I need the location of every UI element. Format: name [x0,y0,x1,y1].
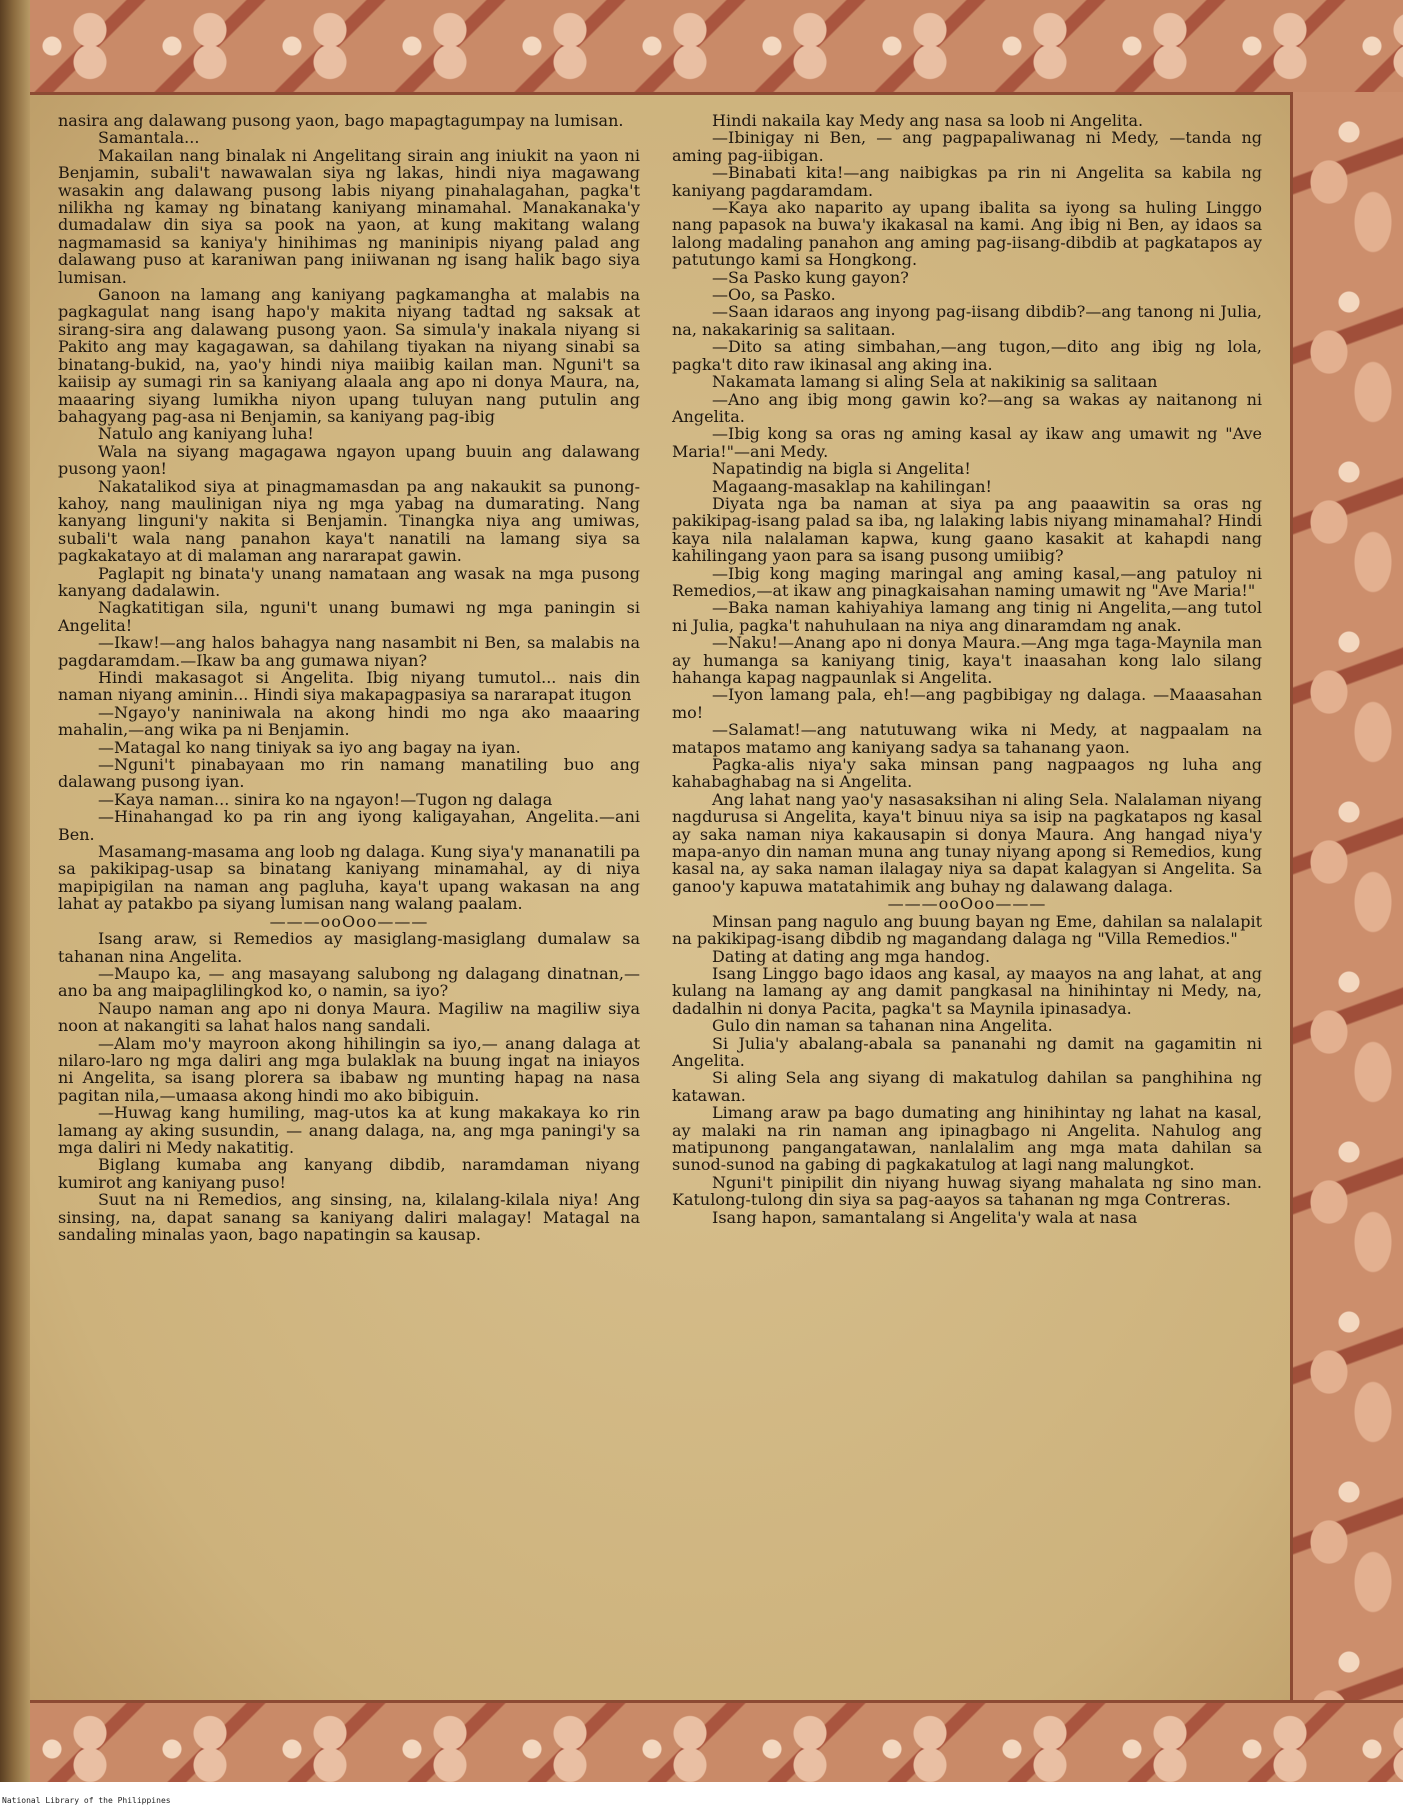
paragraph: Pagka-alis niya'y saka minsan pang nagpaagos ng luha ang kahabaghabag na si Angelita. [672,755,1262,792]
paragraph: Naupo naman ang apo ni donya Maura. Magiliw na magiliw siya noon at nakangiti sa lahat halos nang sandali. [58,998,640,1036]
paragraph: —Saan idaraos ang inyong pag-iisang dibdib?—ang tanong ni Julia, na, nakakarinig sa salitaan. [672,302,1262,339]
paragraph: —Matagal ko nang tiniyak sa iyo ang bagay na iyan. [98,737,521,757]
paragraph: Minsan pang nagulo ang buung bayan ng Eme, dahilan sa nalalapit na pakikipag-isang dibdib ng magandang dalaga ng "Villa Remedios." [672,911,1262,949]
paragraph: Makailan nang binalak ni Angelitang sirain ang iniukit na yaon ni Benjamin, subali't nawawalan siya ng lakas, hindi niya magawang wasakin ang dalawang pusong labis niyang pinahalagahan, pagka't nilikha ng kamay ng binatang kaniyang minamahal. Manakanaka'y dumadalaw din siya sa pook na yaon, at kung makitang walang nagmamasid sa kaniya'y hinihimas ng maninipis niyang palad ang dalawang puso at karaniwan pang iniiwanan ng isang halik bago siya lumisan. [58,145,640,287]
paragraph: —Kaya naman... sinira ko na ngayon!—Tugon ng dalaga [98,789,553,809]
decorative-border-bottom [30,1700,1403,1785]
decorative-border-top [30,0,1403,95]
paragraph: —Nguni't pinabayaan mo rin namang manatiling buo ang dalawang pusong iyan. [58,755,640,792]
paragraph: Suut na ni Remedios, ang sinsing, na, kilalang-kilala niya! Ang sinsing, na, dapat sanang sa kaniyang daliri malagay! Matagal na sandaling minalas yaon, bago napatingin sa kausap. [58,1190,640,1244]
paragraph: Natulo ang kaniyang luha! [98,424,314,444]
decorative-border-right [1290,92,1403,1700]
paragraph: —Kaya ako naparito ay upang ibalita sa iyong sa huling Linggo nang papasok na buwa'y ikakasal na kami. Ang ibig ni Ben, ay idaos sa lalong madaling panahon ang aming pag-iisang-dibdib at pagkatapos ay patutungo kami sa Hongkong. [672,198,1262,270]
paragraph: Hindi nakaila kay Medy ang nasa sa loob ni Angelita. [712,111,1144,130]
paragraph: Si aling Sela ang siyang di makatulog dahilan sa panghihina ng katawan. [672,1068,1262,1105]
right-text-column [672,112,1262,1226]
paragraph: Nakatalikod siya at pinagmamasdan pa ang nakaukit sa punong-kahoy, nang maulinigan niya ng mga yabag na dumarating. Nang kanyang linguni'y nakita si Benjamin. Tinangka niya ang umiwas, subali't wala nang panahon kaya't nanatili na lamang siya sa pagkakatayo at di malaman ang nararapat gawin. [58,476,640,566]
paragraph: Nakamata lamang si aling Sela at nakikinig sa salitaan [712,372,1158,392]
paragraph: —Ngayo'y naniniwala na akong hindi mo nga ako maaaring mahalin,—ang wika pa ni Benjamin. [58,702,640,740]
paragraph: —Huwag kang humiling, mag-utos ka at kung makakaya ko rin lamang ay aking susundin, — anang dalaga, na, ang mga paningi'y sa mga daliri ni Medy nakatitig. [58,1103,640,1157]
paragraph: —Baka naman kahiyahiya lamang ang tinig ni Angelita,—ang tutol ni Julia, pagka't nahuhulaan na niya ang dinaramdam ng anak. [672,598,1262,635]
paragraph: Napatindig na bigla si Angelita! [712,459,971,479]
paragraph: —Ibig kong sa oras ng aming kasal ay ikaw ang umawit ng "Ave Maria!"—ani Medy. [672,424,1262,461]
paragraph: —Hinahangad ko pa rin ang iyong kaligayahan, Angelita.—ani Ben. [58,807,640,844]
paragraph: Samantala... [98,128,200,148]
paragraph: —Sa Pasko kung gayon? [712,267,909,287]
library-credit: National Library of the Philippines [2,1796,171,1805]
paragraph: —Salamat!—ang natutuwang wika ni Medy, at nagpaalam na matapos matamo ang kaniyang sadya sa tahanang yaon. [672,720,1262,757]
paragraph: —Maupo ka, — ang masayang salubong ng dalagang dinatnan,—ano ba ang maipaglilingkod ko, o namin, sa iyo? [58,963,640,1001]
section-separator: ———ooOoo——— [887,894,1047,914]
paragraph: Nagkatitigan sila, nguni't unang bumawi ng mga paningin si Angelita! [58,598,640,635]
paragraph: —Binabati kita!—ang naibigkas pa rin ni Angelita sa kabila ng kaniyang pagdaramdam. [672,163,1262,200]
paragraph: Isang araw, si Remedios ay masiglang-masiglang dumalaw sa tahanan nina Angelita. [58,929,640,966]
paragraph: Wala na siyang magagawa ngayon upang buuin ang dalawang pusong yaon! [58,441,640,479]
paragraph: —Ibinigay ni Ben, — ang pagpapaliwanag ni Medy, —tanda ng aming pag-iibigan. [672,128,1262,165]
paragraph: —Ikaw!—ang halos bahagya nang nasambit ni Ben, sa malabis na pagdaramdam.—Ikaw ba ang gumawa niyan? [58,633,640,670]
paragraph: Isang Linggo bago idaos ang kasal, ay maayos na ang lahat, at ang kulang na lamang ay ang damit pangkasal na hinihintay ni Medy, na, dadalhin ni donya Pacita, pagka't sa Maynila ipinasadya. [672,963,1262,1018]
paragraph: —Ibig kong maging maringal ang aming kasal,—ang patuloy ni Remedios,—at ikaw ang pinagkaisahan naming umawit ng "Ave Maria!" [672,563,1262,600]
paragraph: —Dito sa ating simbahan,—ang tugon,—dito ang ibig ng lola, pagka't dito raw ikinasal ang aking ina. [672,337,1262,374]
paragraph: —Oo, sa Pasko. [712,285,836,305]
paragraph: —Alam mo'y mayroon akong hihilingin sa iyo,— anang dalaga at nilaro-laro ng mga daliri ang mga bulaklak na buung ingat na iniayos ni Angelita, sa isang plorera sa ibabaw ng munting hapag na nasa pagitan nila,—umaasa akong hindi mo ako bibiguin. [58,1033,640,1105]
paragraph: —Iyon lamang pala, eh!—ang pagbibigay ng dalaga. —Maaasahan mo! [672,685,1262,722]
book-spine [0,0,30,1808]
paragraph: Nguni't pinipilit din niyang huwag siyang mahalata ng sino man. Katulong-tulong din siya sa pag-aayos sa tahanan ng mga Contreras. [672,1172,1262,1210]
paragraph: —Ano ang ibig mong gawin ko?—ang sa wakas ay naitanong ni Angelita. [672,389,1262,426]
paragraph: Si Julia'y abalang-abala sa pananahi ng damit na gagamitin ni Angelita. [672,1033,1262,1070]
paragraph: —Naku!—Anang apo ni donya Maura.—Ang mga taga-Maynila man ay humanga sa kaniyang tinig, kaya't inaasahan kong lalo silang hahanga kapag nagpaunlak si Angelita. [672,633,1262,687]
paragraph: Masamang-masama ang loob ng dalaga. Kung siya'y mananatili pa sa pakikipag-usap sa binatang kaniyang minamahal, ay di niya mapipigilan na naman ang pagluha, kaya't upang wakasan na ang lahat ay patakbo pa siyang lumisan nang walang paalam. [58,842,640,914]
paragraph: Diyata nga ba naman at siya pa ang paaawitin sa oras ng pakikipag-isang palad sa iba, ng lalaking labis niyang minamahal? Hindi kaya nila nalalaman kapwa, kung gaano kasakit at kahapdi nang kahilingang yaon para sa isang pusong umiibig? [672,493,1262,566]
paragraph: Ang lahat nang yao'y nasasaksihan ni aling Sela. Nalalaman niyang nagdurusa si Angelita, kaya't binuu niya sa isip na pagkatapos ng kasal ay saka naman niya kakausapin si donya Maura. Ang hangad niya'y mapa-anyo din naman muna ang tunay niyang apong si Remedios, kung kasal na, ay saka naman ilalagay niya sa dapat kalagyan si Angelita. Sa ganoo'y kapuwa matatahimik ang buhay ng dalawang dalaga. [672,789,1262,896]
section-separator: ———ooOoo——— [269,911,429,931]
paragraph: Biglang kumaba ang kanyang dibdib, naramdaman niyang kumirot ang kaniyang puso! [58,1155,640,1192]
paragraph: Limang araw pa bago dumating ang hinihintay ng lahat na kasal, ay malaki na rin naman ang ipinagbago ni Angelita. Nahulog ang matipunong pangangatawan, nanlalalim ang mga mata dahilan sa sunod-sunod na gabing di pagkakatulog at lagi nang malungkot. [672,1103,1262,1175]
paragraph: Dating at dating ang mga handog. [712,946,991,966]
left-text-column [58,112,640,1243]
paragraph: nasira ang dalawang pusong yaon, bago mapagtagumpay na lumisan. [58,111,624,130]
paragraph: Gulo din naman sa tahanan nina Angelita. [712,1016,1053,1036]
paragraph: Hindi makasagot si Angelita. Ibig niyang tumutol... nais din naman niyang aminin... Hindi siya makapagpasiya sa nararapat itugon [58,668,640,705]
paragraph: Ganoon na lamang ang kaniyang pagkamangha at malabis na pagkagulat nang isang hapo'y makita niyang tadtad ng saksak at sirang-sira ang dalawang pusong yaon. Sa simula'y inakala niyang si Pakito ang may kagagawan, sa dahilang tiyakan na niyang sinabi sa binatang-bukid, na, yao'y hindi niya maiibig kailan man. Nguni't sa kaiisip ay sumagi rin sa kaniyang alaala ang apo ni donya Maura, na, maaaring siyang lumikha niyon upang tuluyan nang putulin ang bahagyang pag-asa ni Benjamin, sa kaniyang pag-ibig [58,285,640,426]
paragraph: Isang hapon, samantalang si Angelita'y wala at nasa [712,1207,1138,1227]
paragraph: Paglapit ng binata'y unang namataan ang wasak na mga pusong kanyang dadalawin. [58,563,640,600]
footer-strip [0,1782,1403,1808]
paragraph: Magaang-masaklap na kahilingan! [712,476,992,496]
